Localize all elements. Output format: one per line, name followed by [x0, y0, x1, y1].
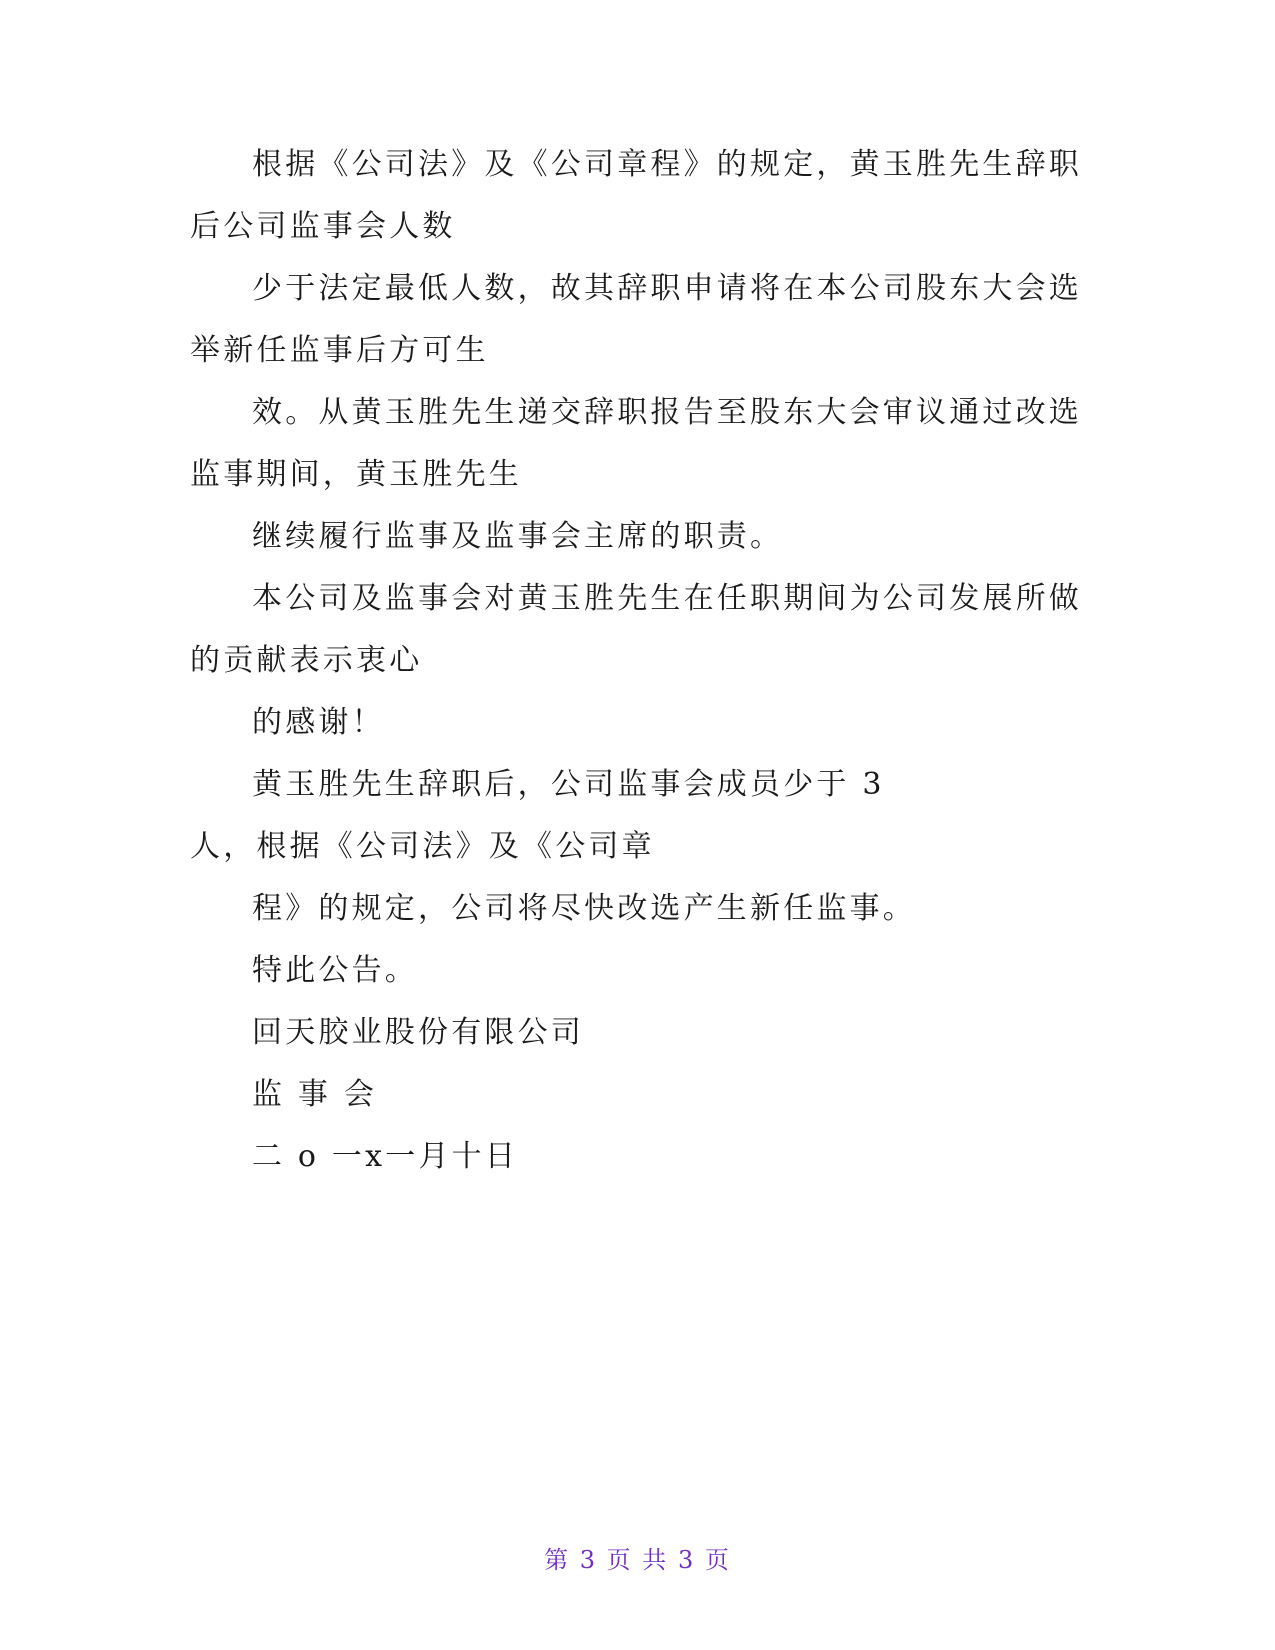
body-line: 的感谢！	[252, 705, 385, 740]
body-line: 后公司监事会人数	[190, 209, 456, 244]
signatory: 监 事 会	[252, 1077, 378, 1112]
body-line: 举新任监事后方可生	[190, 333, 489, 368]
body-line: 程》的规定，公司将尽快改选产生新任监事。	[252, 891, 916, 926]
body-line: 继续履行监事及监事会主席的职责。	[252, 519, 784, 554]
body-line: 根据《公司法》及《公司章程》的规定，黄玉胜先生辞职	[252, 147, 1082, 182]
body-line: 监事期间，黄玉胜先生	[190, 457, 522, 492]
body-line: 人，根据《公司法》及《公司章	[190, 829, 655, 864]
date-line: 二 ο 一x一月十日	[252, 1139, 519, 1174]
body-line: 黄玉胜先生辞职后，公司监事会成员少于 3	[252, 767, 885, 802]
body-line: 本公司及监事会对黄玉胜先生在任职期间为公司发展所做	[252, 581, 1082, 616]
body-line: 少于法定最低人数，故其辞职申请将在本公司股东大会选	[252, 271, 1082, 306]
closing-line: 特此公告。	[252, 953, 418, 988]
body-line: 的贡献表示衷心	[190, 643, 423, 678]
page-number-footer: 第 3 页 共 3 页	[544, 1546, 731, 1574]
body-line: 效。从黄玉胜先生递交辞职报告至股东大会审议通过改选	[252, 395, 1082, 430]
company-name: 回天胶业股份有限公司	[252, 1015, 584, 1050]
